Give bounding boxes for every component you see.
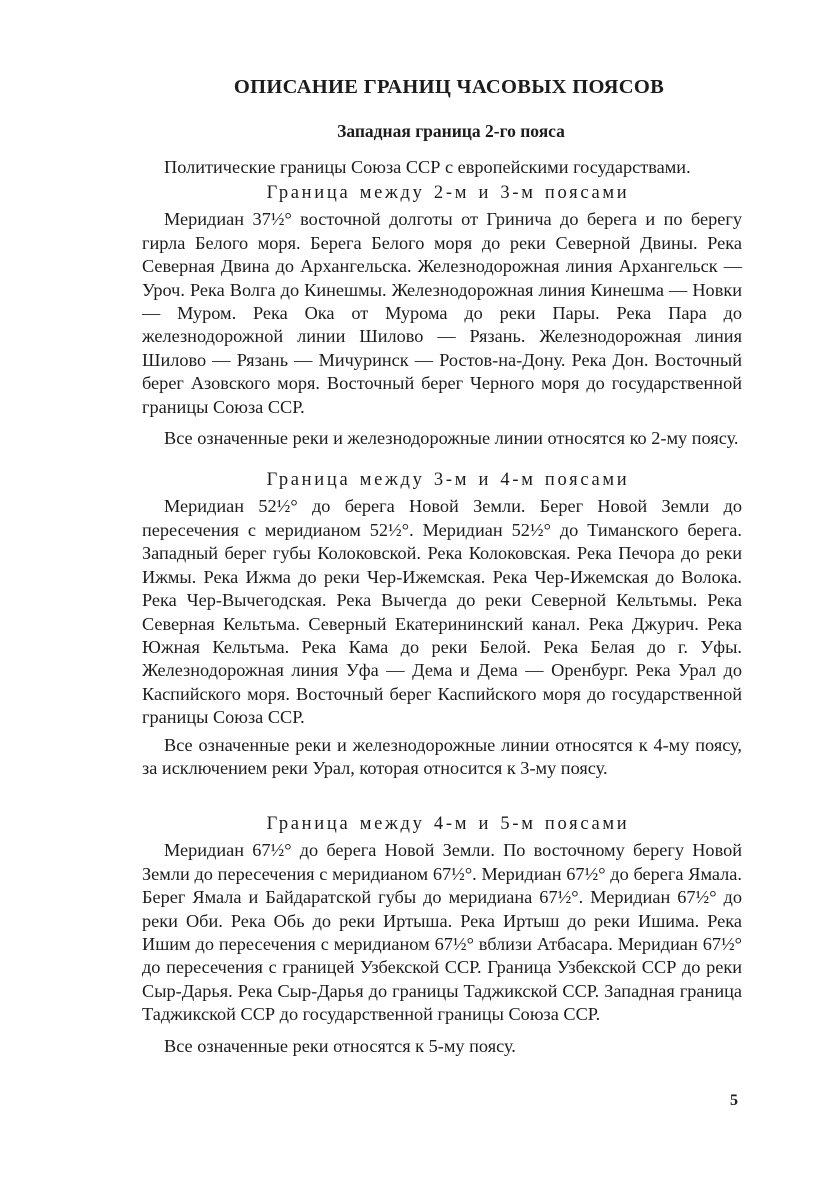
section-paragraph: Меридиан 37½° восточной долготы от Гринича до берега и по берегу гирла Белого моря. Берега Белого моря до реки Северной Двины. Река Северная Двина до Архангельска. Железнодорожная линия Архангельск — Уроч. Река Волга до Кинешмы. Железнодорожная линия Кинешма — Новки — Муром. Река Ока от Мурома до реки Пары. Река Пара до железнодорожной линии Шилово — Рязань. Железнодорожная линия Шилово — Рязань — Мичуринск — Ростов-на-Дону. Река Дон. Восточный берег Азовского моря. Восточный берег Черного моря до государственной границы Союза ССР. <box>142 209 742 417</box>
section-heading: Граница между 2-м и 3-м поясами <box>266 183 630 204</box>
section-3-4 <box>142 470 742 780</box>
section-paragraph: Все означенные реки относятся к 5-му поясу. <box>164 1035 516 1056</box>
section-paragraph: Меридиан 67½° до берега Новой Земли. По восточному берегу Новой Земли до пересечения с меридианом 67½°. Меридиан 67½° до берега Ямала. Берег Ямала и Байдаратской губы до меридиана 67½°. Меридиан 67½° до реки Оби. Река Обь до реки Иртыша. Река Иртыш до реки Ишима. Река Ишим до пересечения с меридианом 67½° вблизи Атбасара. Меридиан 67½° до пересечения с границей Узбекской ССР. Граница Узбекской ССР до реки Сыр-Дарья. Река Сыр-Дарья до границы Таджикской ССР. Западная граница Таджикской ССР до государственной границы Союза ССР. <box>142 840 742 1025</box>
page-title: ОПИСАНИЕ ГРАНИЦ ЧАСОВЫХ ПОЯСОВ <box>233 76 665 98</box>
page-number: 5 <box>730 1092 738 1109</box>
section-paragraph: Все означенные реки и железнодорожные линии относятся к 4-му поясу, за исключением реки Урал, которая относится к 3-му поясу. <box>142 734 742 778</box>
section-heading: Граница между 3-м и 4-м поясами <box>266 470 630 491</box>
section-paragraph: Меридиан 52½° до берега Новой Земли. Берег Новой Земли до пересечения с меридианом 52½°. Меридиан 52½° до Тиманского берега. Западный берег губы Колоковской. Река Колоковская. Река Печора до реки Ижмы. Река Ижма до реки Чер-Ижемская. Река Чер-Ижемская до Волока. Река Чер-Вычегодская. Река Вычегда до реки Северной Кельтьмы. Река Северная Кельтьма. Северный Екатерининский канал. Река Джурич. Река Южная Кельтьма. Река Кама до реки Белой. Река Белая до г. Уфы. Железнодорожная линия Уфа — Дема и Дема — Оренбург. Река Урал до Каспийского моря. Восточный берег Каспийского моря до государственной границы Союза ССР. <box>142 496 742 728</box>
section-heading: Граница между 4-м и 5-м поясами <box>266 814 630 835</box>
intro-paragraph: Политические границы Союза ССР с европейскими государствами. <box>164 157 691 177</box>
section-subtitle: Западная граница 2-го пояса <box>337 121 565 141</box>
section-4-5 <box>142 814 742 1058</box>
section-2-3 <box>142 183 742 450</box>
page-content <box>142 76 742 1058</box>
section-paragraph: Все означенные реки и железнодорожные линии относятся ко 2-му поясу. <box>164 428 739 449</box>
